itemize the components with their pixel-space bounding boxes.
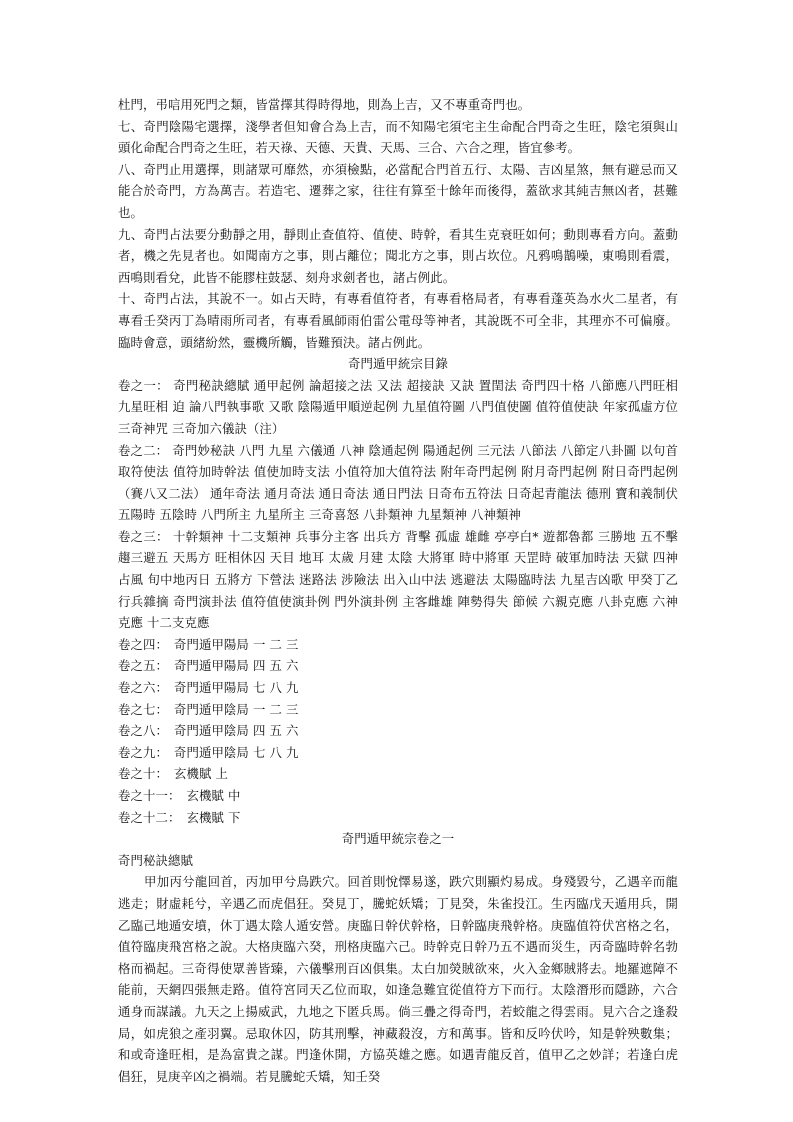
toc-volume-text: 玄機賦 中 xyxy=(186,788,241,803)
toc-volume-label: 卷之三： xyxy=(118,528,169,544)
document-page xyxy=(118,94,678,1087)
intro-paragraph-1: 杜門，弔唁用死門之類，皆當擇其得時得地，則為上吉，又不專重奇門也。 xyxy=(118,97,531,112)
toc-list xyxy=(118,375,678,828)
toc-volume-label: 卷之六： xyxy=(118,680,168,696)
toc-volume-1 xyxy=(118,375,678,440)
toc-volume-text: 奇門遁甲陰局 一 二 三 xyxy=(173,701,299,717)
intro-paragraph-5: 十、奇門占法，其說不一。如占天時，有專看值符者，有專看格局者，有專看蓬英為水火二星者，有專看壬癸丙丁為晴雨所司者，有專看風師雨伯雷公電母等神者，其說既不可全非，其理亦不可偏廢。臨時會意，頭緒紛然，靈機所觸，皆難預決。諸占例此。 xyxy=(118,291,678,350)
chapter-title: 奇門遁甲統宗卷之一 xyxy=(341,831,455,847)
toc-volume-8 xyxy=(118,720,678,742)
toc-volume-12 xyxy=(118,807,678,829)
toc-volume-label: 卷之八： xyxy=(118,723,168,739)
toc-volume-text: 奇門遁甲陰局 七 八 九 xyxy=(173,744,299,760)
toc-volume-text: 奇門遁甲陰局 四 五 六 xyxy=(173,723,299,739)
toc-volume-text: 玄機賦 下 xyxy=(186,809,241,825)
chapter-body: 甲加丙兮龍回首，丙加甲兮鳥跌穴。回首則悅懌易遂，跌穴則顯灼易成。身殘毀兮，乙遇辛而龍逃走；財虛耗兮，辛遇乙而虎倡狂。癸見丁，騰蛇妖矯；丁見癸，朱雀投江。生丙臨戊天遁用兵，開乙臨己地遁安墳，休丁遇太陰人遁安營。庚臨日幹伏幹格，日幹臨庚飛幹格。庚臨值符伏宮格之名，值符臨庚飛宮格之說。大格庚臨六癸，刑格庚臨六己。時幹克日幹乃五不遇而災生，丙奇臨時幹名勃格而禍起。三奇得使眾善皆臻，六儀擊刑百凶俱集。太白加熒賊欲來，火入金鄉賊將去。地羅遮障不能前，天網四張無走路。值符宮同天乙位而取，如逢急難宜從值符方下而行。太陰潛形而隱跡，六合通身而謀議。九天之上揚威武，九地之下匿兵馬。倘三疊之得奇門，若蛟龍之得雲雨。見六合之逢殺局，如虎狼之產羽翼。忌取休囚，防其刑擊，神藏殺沒，方和萬事。皆和反吟伏吟，知是幹殃數集；和或奇逢旺相，是為富貴之謀。門逢休開，方協英雄之應。如遇青龍反首，值甲乙之妙詳；若逢白虎倡狂，見庚辛凶之禍端。若見騰蛇夭矯，知壬癸 xyxy=(118,874,678,1084)
intro-paragraph-2: 七、奇門陰陽宅選擇，淺學者但知會合為上吉，而不知陽宅須宅主生命配合門奇之生旺，陰宅須與山頭化命配合門奇之生旺，若天祿、天德、天貴、天馬、三合、六合之理，皆宜參考。 xyxy=(118,118,678,156)
toc-volume-text: 奇門秘訣總賦 通甲起例 論超接之法 又法 超接訣 又訣 置閏法 奇門四十格 八節應八門旺相九星旺相 迫 論八門執事歌 又歌 陰陽遁甲順逆起例 九星值符圖 八門值使圖 值符值使訣 年家孤虛方位 三奇神咒 三奇加六儀訣（注） xyxy=(118,377,678,436)
toc-volume-label: 卷之二： xyxy=(118,442,169,458)
toc-volume-label: 卷之十一： xyxy=(118,788,181,803)
toc-volume-label: 卷之十二： xyxy=(118,809,181,825)
toc-volume-text: 奇門遁甲陽局 四 五 六 xyxy=(173,658,299,674)
toc-volume-4 xyxy=(118,634,678,656)
toc-volume-7 xyxy=(118,699,678,721)
intro-paragraph-3: 八、奇門止用選擇，則諸眾可靡然，亦須檢點，必當配合門首五行、太陽、吉凶星煞，無有避忌而又能合於奇門，方為萬吉。若造宅、遷葬之家，往往有算至十餘年而後得，蓋欲求其純吉無凶者，甚難也。 xyxy=(118,161,678,220)
toc-volume-label: 卷之五： xyxy=(118,658,168,674)
toc-volume-label: 卷之九： xyxy=(118,744,168,760)
toc-volume-6 xyxy=(118,677,678,699)
intro-paragraph-4: 九、奇門占法要分動靜之用，靜則止查值符、值使、時幹，看其生克衰旺如何；動則專看方向。蓋動者，機之先見者也。如聞南方之事，則占離位；聞北方之事，則占坎位。凡鸦鳴鵲噪，東鳴則看震，西鳴則看兌，此皆不能膠柱鼓瑟、刻舟求劍者也，諸占例此。 xyxy=(118,226,678,285)
toc-volume-label: 卷之十： xyxy=(118,766,168,782)
toc-volume-11 xyxy=(118,785,678,807)
toc-title: 奇門遁甲統宗目錄 xyxy=(348,356,448,372)
toc-volume-10 xyxy=(118,763,678,785)
toc-volume-text: 玄機賦 上 xyxy=(173,766,228,782)
toc-volume-3 xyxy=(118,526,678,634)
toc-volume-text: 奇門妙秘訣 八門 九星 六儀通 八神 陰通起例 陽通起例 三元法 八節法 八節定八卦圖 以句首取符使法 值符加時幹法 值使加時支法 小值符加大值符法 附年奇門起例 附月奇門起例 附日奇門起例（賽八又二法） 通年奇法 通月奇法 通日奇法 通日門法 日奇布五符法 日奇起青龍法 德刑 寶和義制伏 五陽時 五陰時 八門所主 九星所主 三奇喜怒 八卦類神 九星類神 八神類神 xyxy=(118,442,678,523)
toc-volume-label: 卷之七： xyxy=(118,701,168,717)
toc-volume-text: 奇門遁甲陽局 七 八 九 xyxy=(173,680,299,696)
toc-volume-5 xyxy=(118,655,678,677)
toc-volume-9 xyxy=(118,742,678,764)
section-title: 奇門秘訣總賦 xyxy=(118,852,193,868)
toc-volume-label: 卷之一： xyxy=(118,377,169,393)
toc-volume-label: 卷之四： xyxy=(118,636,168,652)
toc-volume-text: 十幹類神 十二支類神 兵事分主客 出兵方 背擊 孤虛 雄雌 亭亭白* 遊都魯都 三勝地 五不擊 趨三避五 天馬方 旺相休囚 天目 地耳 太歲 月建 太陰 大將軍 時中將軍 天罡時 破軍加時法 天獄 四神 占風 旬中地丙日 五將方 下營法 迷路法 涉險法 出入山中法 逃避法 太陽臨時法 九星吉凶歌 甲癸丁乙 行兵雜摘 奇門演卦法 值符值使演卦例 門外演卦例 主客雌雄 陣勢得失 節候 六親克應 八卦克應 六神克應 十二支克應 xyxy=(118,528,678,631)
toc-volume-2 xyxy=(118,440,678,526)
toc-volume-text: 奇門遁甲陽局 一 二 三 xyxy=(173,636,299,652)
